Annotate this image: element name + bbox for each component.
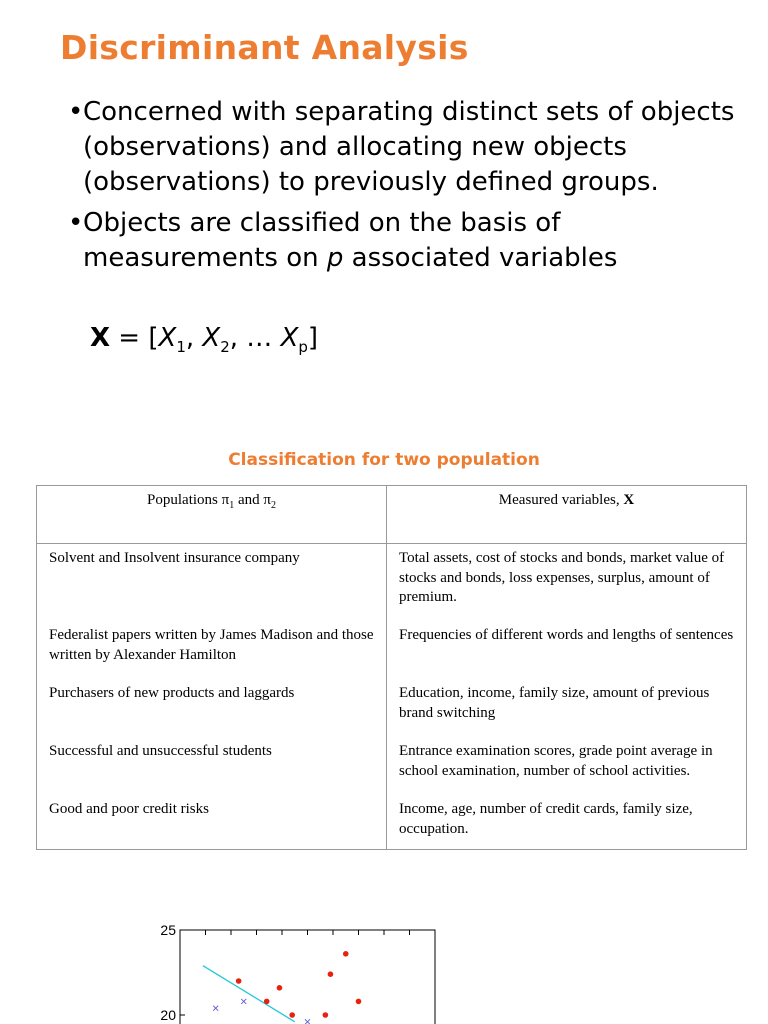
cell-population: Good and poor credit risks bbox=[37, 795, 387, 850]
bullet-text: Concerned with separating distinct sets of objects (observations) and allocating new objects (observations) to previously defined groups. bbox=[83, 97, 735, 197]
table-row bbox=[37, 679, 747, 737]
table-row bbox=[37, 795, 747, 850]
formula-var: X bbox=[202, 323, 221, 353]
cell-population: Federalist papers written by James Madison and those written by Alexander Hamilton bbox=[37, 621, 387, 679]
bullet-mark: • bbox=[68, 208, 84, 238]
bullet-mark: • bbox=[68, 97, 84, 127]
data-point-dot bbox=[277, 985, 283, 991]
table-header-row bbox=[37, 486, 747, 544]
cell-variables: Frequencies of different words and lengths of sentences bbox=[387, 621, 747, 679]
header-populations: Populations $\pi_1$ and $\pi_2$ bbox=[37, 486, 387, 544]
data-point-dot bbox=[343, 951, 349, 957]
header-measured-variables: Measured variables, X bbox=[387, 486, 747, 544]
vector-formula bbox=[90, 323, 318, 356]
formula-sub-2: 2 bbox=[220, 338, 230, 357]
classification-table bbox=[36, 485, 747, 850]
bullet-text-with-italic-p: Objects are classified on the basis of measurements on p associated variables bbox=[83, 208, 618, 273]
data-point-dot bbox=[264, 999, 270, 1005]
cell-variables: Education, income, family size, amount of previous brand switching bbox=[387, 679, 747, 737]
data-point-dot bbox=[323, 1012, 329, 1018]
data-point-x bbox=[241, 999, 246, 1004]
data-point-dot bbox=[236, 978, 242, 984]
cell-variables: Total assets, cost of stocks and bonds, market value of stocks and bonds, loss expenses, surplus, amount of premium. bbox=[387, 544, 747, 622]
formula-comma: , bbox=[185, 323, 203, 353]
discriminant-line bbox=[203, 966, 295, 1022]
y-tick-label: 20 bbox=[160, 1007, 176, 1023]
data-point-x bbox=[213, 1006, 218, 1011]
formula-var: X bbox=[158, 323, 177, 353]
formula-close: ] bbox=[307, 323, 319, 353]
formula-var: X bbox=[280, 323, 299, 353]
table-row bbox=[37, 737, 747, 795]
y-tick-label: 25 bbox=[160, 922, 176, 938]
bullet-item bbox=[68, 206, 748, 276]
cell-population: Purchasers of new products and laggards bbox=[37, 679, 387, 737]
formula-bold-x: X bbox=[90, 323, 111, 353]
formula-eq: = [ bbox=[110, 323, 159, 353]
formula-sub-1: 1 bbox=[176, 338, 186, 357]
cell-population: Solvent and Insolvent insurance company bbox=[37, 544, 387, 622]
bullet-list bbox=[68, 95, 748, 282]
data-point-dot bbox=[289, 1012, 295, 1018]
scatter-plot bbox=[150, 915, 450, 1024]
cell-population: Successful and unsuccessful students bbox=[37, 737, 387, 795]
cell-variables: Entrance examination scores, grade point average in school examination, number of school activities. bbox=[387, 737, 747, 795]
bullet-item bbox=[68, 95, 748, 200]
formula-ellipsis: , … bbox=[229, 323, 281, 353]
data-point-dot bbox=[328, 971, 334, 977]
table-row bbox=[37, 621, 747, 679]
data-point-dot bbox=[356, 999, 362, 1005]
data-point-x bbox=[305, 1019, 310, 1024]
cell-variables: Income, age, number of credit cards, family size, occupation. bbox=[387, 795, 747, 850]
formula-sub-p: p bbox=[298, 338, 308, 357]
table-row bbox=[37, 544, 747, 622]
slide-title: Discriminant Analysis bbox=[60, 28, 469, 67]
table-caption: Classification for two population bbox=[228, 450, 540, 470]
plot-frame bbox=[180, 930, 435, 1024]
